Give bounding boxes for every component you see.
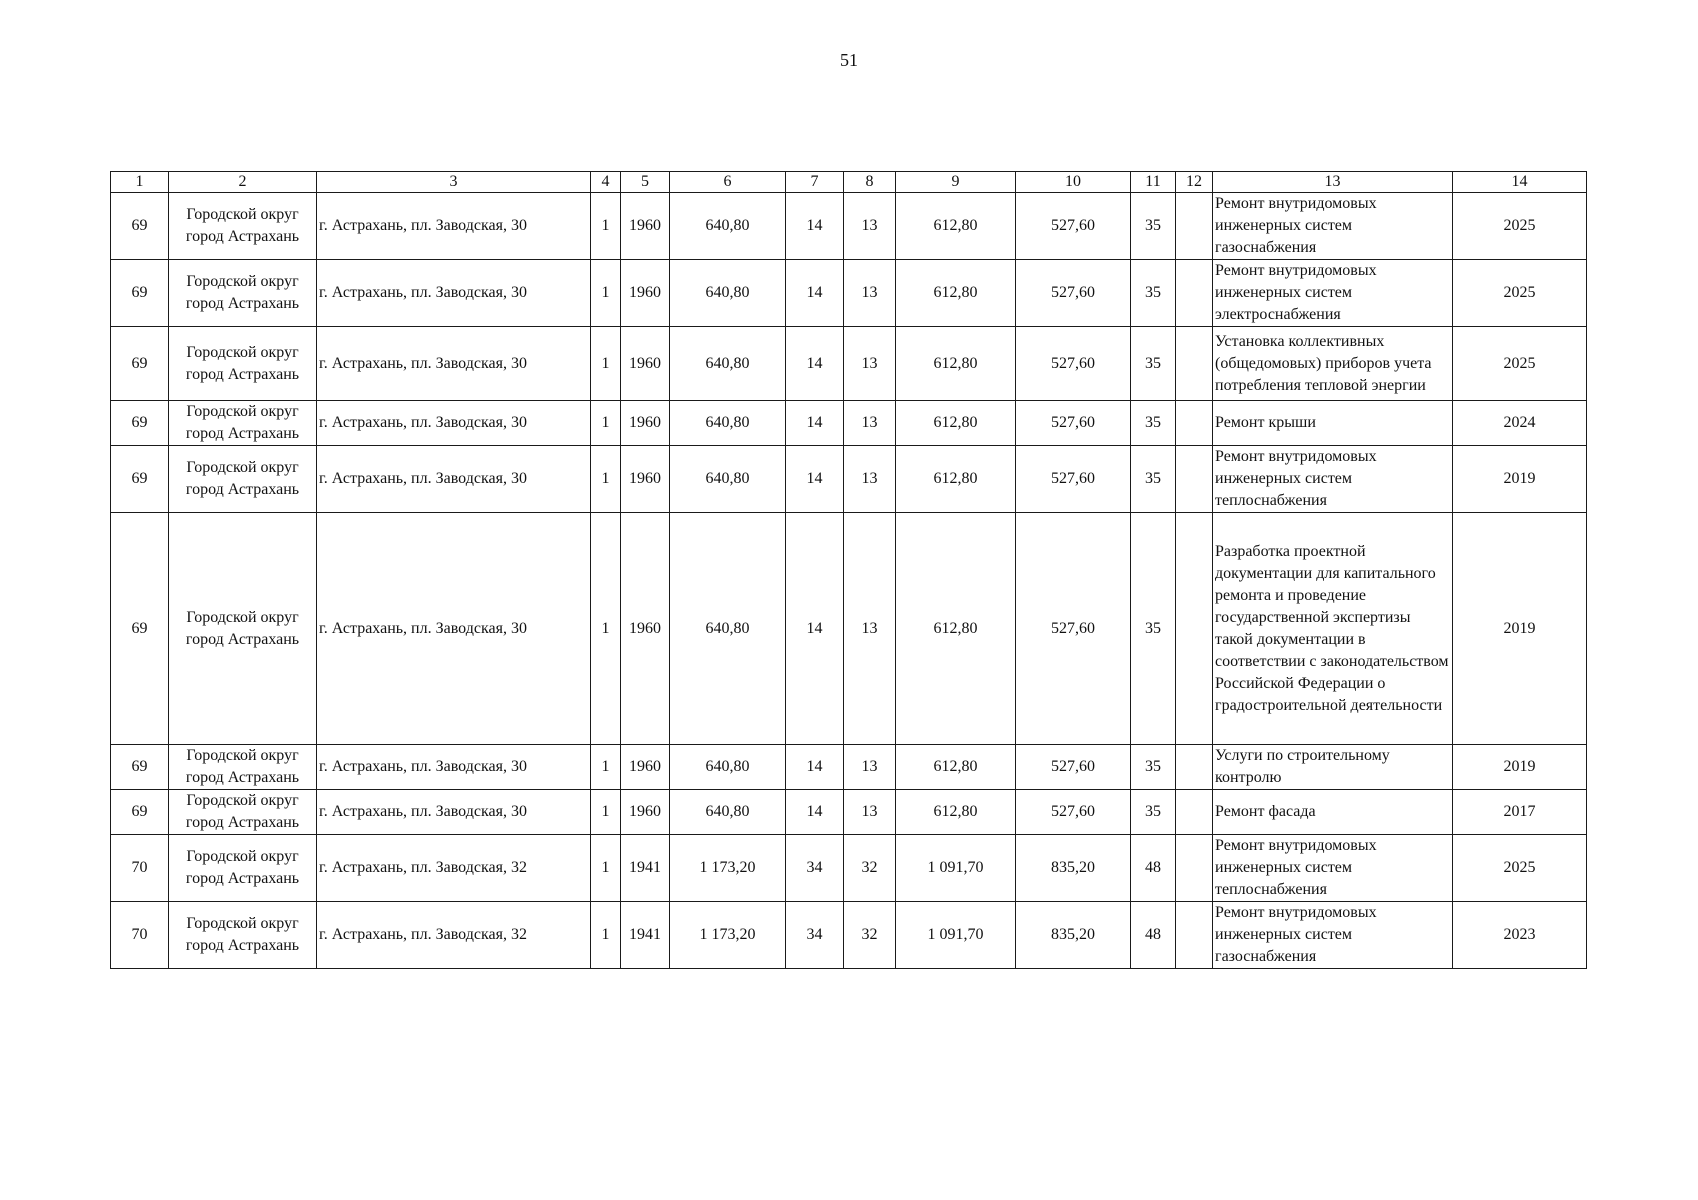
col-4-cell: 1 xyxy=(591,513,621,745)
col-9-area-cell: 612,80 xyxy=(896,401,1016,446)
row-number-cell: 70 xyxy=(111,902,169,969)
col-4-cell: 1 xyxy=(591,193,621,260)
col-10-area-cell: 835,20 xyxy=(1016,835,1131,902)
table-row xyxy=(111,401,1587,446)
col-11-cell: 35 xyxy=(1131,790,1176,835)
col-6-area-cell: 640,80 xyxy=(670,446,786,513)
table-body xyxy=(111,193,1587,969)
col-7-cell: 14 xyxy=(786,745,844,790)
year-built-cell: 1960 xyxy=(621,745,670,790)
table-row xyxy=(111,835,1587,902)
planned-year-cell: 2025 xyxy=(1453,193,1587,260)
col-9-area-cell: 1 091,70 xyxy=(896,835,1016,902)
col-4-cell: 1 xyxy=(591,902,621,969)
work-type-cell: Ремонт внутридомовых инженерных систем теплоснабжения xyxy=(1213,835,1453,902)
col-9-area-cell: 612,80 xyxy=(896,327,1016,401)
column-header: 1 xyxy=(111,172,169,193)
municipality-cell: Городской округ город Астрахань xyxy=(169,745,317,790)
planned-year-cell: 2017 xyxy=(1453,790,1587,835)
table-row xyxy=(111,790,1587,835)
address-cell: г. Астрахань, пл. Заводская, 30 xyxy=(317,401,591,446)
column-header: 2 xyxy=(169,172,317,193)
address-cell: г. Астрахань, пл. Заводская, 32 xyxy=(317,835,591,902)
col-9-area-cell: 612,80 xyxy=(896,513,1016,745)
col-11-cell: 35 xyxy=(1131,260,1176,327)
planned-year-cell: 2019 xyxy=(1453,513,1587,745)
year-built-cell: 1960 xyxy=(621,790,670,835)
address-cell: г. Астрахань, пл. Заводская, 30 xyxy=(317,513,591,745)
year-built-cell: 1941 xyxy=(621,835,670,902)
row-number-cell: 69 xyxy=(111,790,169,835)
col-4-cell: 1 xyxy=(591,327,621,401)
col-6-area-cell: 640,80 xyxy=(670,401,786,446)
planned-year-cell: 2019 xyxy=(1453,446,1587,513)
col-12-cell xyxy=(1176,446,1213,513)
column-header: 7 xyxy=(786,172,844,193)
col-9-area-cell: 612,80 xyxy=(896,193,1016,260)
address-cell: г. Астрахань, пл. Заводская, 30 xyxy=(317,327,591,401)
planned-year-cell: 2023 xyxy=(1453,902,1587,969)
col-6-area-cell: 640,80 xyxy=(670,327,786,401)
table-row xyxy=(111,513,1587,745)
col-10-area-cell: 527,60 xyxy=(1016,193,1131,260)
municipality-cell: Городской округ город Астрахань xyxy=(169,513,317,745)
row-number-cell: 69 xyxy=(111,327,169,401)
col-7-cell: 14 xyxy=(786,401,844,446)
col-11-cell: 35 xyxy=(1131,513,1176,745)
work-type-cell: Услуги по строительному контролю xyxy=(1213,745,1453,790)
page-number: 51 xyxy=(840,50,858,70)
col-10-area-cell: 835,20 xyxy=(1016,902,1131,969)
work-type-cell: Ремонт внутридомовых инженерных систем электроснабжения xyxy=(1213,260,1453,327)
column-header: 9 xyxy=(896,172,1016,193)
col-12-cell xyxy=(1176,790,1213,835)
col-12-cell xyxy=(1176,835,1213,902)
col-11-cell: 35 xyxy=(1131,401,1176,446)
work-type-cell: Ремонт фасада xyxy=(1213,790,1453,835)
table-row xyxy=(111,193,1587,260)
planned-year-cell: 2025 xyxy=(1453,260,1587,327)
col-11-cell: 48 xyxy=(1131,835,1176,902)
address-cell: г. Астрахань, пл. Заводская, 30 xyxy=(317,193,591,260)
column-header: 5 xyxy=(621,172,670,193)
row-number-cell: 70 xyxy=(111,835,169,902)
col-6-area-cell: 1 173,20 xyxy=(670,835,786,902)
col-12-cell xyxy=(1176,513,1213,745)
col-7-cell: 34 xyxy=(786,835,844,902)
col-8-cell: 13 xyxy=(844,327,896,401)
col-6-area-cell: 640,80 xyxy=(670,260,786,327)
work-type-cell: Ремонт внутридомовых инженерных систем газоснабжения xyxy=(1213,193,1453,260)
col-10-area-cell: 527,60 xyxy=(1016,327,1131,401)
table-wrapper xyxy=(110,171,1587,969)
planned-year-cell: 2025 xyxy=(1453,835,1587,902)
column-header: 14 xyxy=(1453,172,1587,193)
col-7-cell: 14 xyxy=(786,790,844,835)
col-8-cell: 13 xyxy=(844,401,896,446)
row-number-cell: 69 xyxy=(111,260,169,327)
municipality-cell: Городской округ город Астрахань xyxy=(169,260,317,327)
column-header: 10 xyxy=(1016,172,1131,193)
year-built-cell: 1941 xyxy=(621,902,670,969)
work-type-cell: Ремонт внутридомовых инженерных систем газоснабжения xyxy=(1213,902,1453,969)
col-11-cell: 35 xyxy=(1131,745,1176,790)
year-built-cell: 1960 xyxy=(621,513,670,745)
col-8-cell: 13 xyxy=(844,790,896,835)
year-built-cell: 1960 xyxy=(621,327,670,401)
col-6-area-cell: 640,80 xyxy=(670,513,786,745)
col-10-area-cell: 527,60 xyxy=(1016,446,1131,513)
table-row xyxy=(111,327,1587,401)
col-4-cell: 1 xyxy=(591,790,621,835)
row-number-cell: 69 xyxy=(111,513,169,745)
table-row xyxy=(111,260,1587,327)
col-7-cell: 14 xyxy=(786,327,844,401)
col-9-area-cell: 612,80 xyxy=(896,745,1016,790)
address-cell: г. Астрахань, пл. Заводская, 32 xyxy=(317,902,591,969)
col-12-cell xyxy=(1176,193,1213,260)
col-10-area-cell: 527,60 xyxy=(1016,260,1131,327)
row-number-cell: 69 xyxy=(111,446,169,513)
col-12-cell xyxy=(1176,327,1213,401)
column-header: 4 xyxy=(591,172,621,193)
municipality-cell: Городской округ город Астрахань xyxy=(169,835,317,902)
col-12-cell xyxy=(1176,401,1213,446)
column-header: 6 xyxy=(670,172,786,193)
planned-year-cell: 2024 xyxy=(1453,401,1587,446)
col-7-cell: 14 xyxy=(786,260,844,327)
row-number-cell: 69 xyxy=(111,401,169,446)
municipality-cell: Городской округ город Астрахань xyxy=(169,902,317,969)
col-8-cell: 13 xyxy=(844,260,896,327)
col-10-area-cell: 527,60 xyxy=(1016,513,1131,745)
col-9-area-cell: 612,80 xyxy=(896,446,1016,513)
repair-register-table xyxy=(110,171,1587,969)
municipality-cell: Городской округ город Астрахань xyxy=(169,401,317,446)
work-type-cell: Ремонт внутридомовых инженерных систем теплоснабжения xyxy=(1213,446,1453,513)
col-9-area-cell: 612,80 xyxy=(896,260,1016,327)
col-8-cell: 13 xyxy=(844,193,896,260)
year-built-cell: 1960 xyxy=(621,446,670,513)
col-12-cell xyxy=(1176,745,1213,790)
planned-year-cell: 2025 xyxy=(1453,327,1587,401)
column-header: 11 xyxy=(1131,172,1176,193)
col-12-cell xyxy=(1176,260,1213,327)
year-built-cell: 1960 xyxy=(621,401,670,446)
col-8-cell: 32 xyxy=(844,835,896,902)
col-7-cell: 34 xyxy=(786,902,844,969)
column-number-row xyxy=(111,172,1587,193)
col-4-cell: 1 xyxy=(591,835,621,902)
col-4-cell: 1 xyxy=(591,401,621,446)
year-built-cell: 1960 xyxy=(621,260,670,327)
col-4-cell: 1 xyxy=(591,446,621,513)
col-6-area-cell: 640,80 xyxy=(670,745,786,790)
address-cell: г. Астрахань, пл. Заводская, 30 xyxy=(317,446,591,513)
municipality-cell: Городской округ город Астрахань xyxy=(169,790,317,835)
col-8-cell: 13 xyxy=(844,745,896,790)
col-11-cell: 35 xyxy=(1131,446,1176,513)
col-10-area-cell: 527,60 xyxy=(1016,401,1131,446)
work-type-cell: Ремонт крыши xyxy=(1213,401,1453,446)
col-7-cell: 14 xyxy=(786,193,844,260)
column-header: 12 xyxy=(1176,172,1213,193)
row-number-cell: 69 xyxy=(111,745,169,790)
col-8-cell: 13 xyxy=(844,513,896,745)
col-8-cell: 32 xyxy=(844,902,896,969)
col-8-cell: 13 xyxy=(844,446,896,513)
col-6-area-cell: 1 173,20 xyxy=(670,902,786,969)
year-built-cell: 1960 xyxy=(621,193,670,260)
col-4-cell: 1 xyxy=(591,260,621,327)
work-type-cell: Установка коллективных (общедомовых) приборов учета потребления тепловой энергии xyxy=(1213,327,1453,401)
col-11-cell: 35 xyxy=(1131,193,1176,260)
planned-year-cell: 2019 xyxy=(1453,745,1587,790)
col-9-area-cell: 612,80 xyxy=(896,790,1016,835)
col-12-cell xyxy=(1176,902,1213,969)
col-11-cell: 48 xyxy=(1131,902,1176,969)
row-number-cell: 69 xyxy=(111,193,169,260)
col-6-area-cell: 640,80 xyxy=(670,790,786,835)
address-cell: г. Астрахань, пл. Заводская, 30 xyxy=(317,745,591,790)
municipality-cell: Городской округ город Астрахань xyxy=(169,193,317,260)
col-11-cell: 35 xyxy=(1131,327,1176,401)
column-header: 8 xyxy=(844,172,896,193)
col-7-cell: 14 xyxy=(786,446,844,513)
address-cell: г. Астрахань, пл. Заводская, 30 xyxy=(317,790,591,835)
col-7-cell: 14 xyxy=(786,513,844,745)
col-10-area-cell: 527,60 xyxy=(1016,745,1131,790)
col-9-area-cell: 1 091,70 xyxy=(896,902,1016,969)
col-10-area-cell: 527,60 xyxy=(1016,790,1131,835)
table-row xyxy=(111,902,1587,969)
table-row xyxy=(111,745,1587,790)
municipality-cell: Городской округ город Астрахань xyxy=(169,327,317,401)
col-6-area-cell: 640,80 xyxy=(670,193,786,260)
municipality-cell: Городской округ город Астрахань xyxy=(169,446,317,513)
table-row xyxy=(111,446,1587,513)
col-4-cell: 1 xyxy=(591,745,621,790)
column-header: 13 xyxy=(1213,172,1453,193)
address-cell: г. Астрахань, пл. Заводская, 30 xyxy=(317,260,591,327)
column-header: 3 xyxy=(317,172,591,193)
work-type-cell: Разработка проектной документации для капитального ремонта и проведение государственной экспертизы такой документации в соответствии с законодательством Российской Федерации о градостроительной деятельности xyxy=(1213,513,1453,745)
